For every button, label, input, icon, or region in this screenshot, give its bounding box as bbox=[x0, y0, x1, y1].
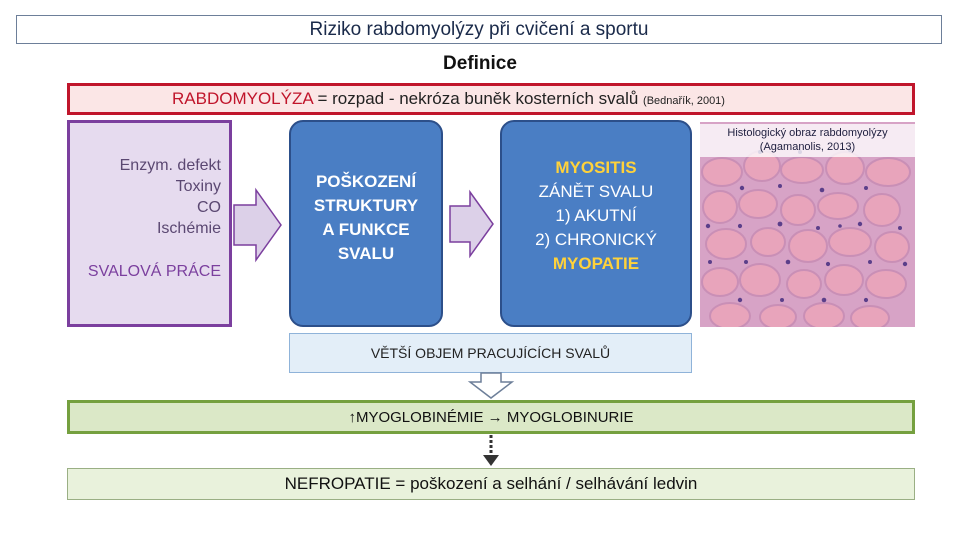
definition-citation: (Bednařík, 2001) bbox=[643, 95, 725, 107]
damage-arrow-icon bbox=[450, 192, 493, 256]
volume-arrow-icon bbox=[470, 373, 512, 398]
up-arrow-icon: ↑ bbox=[348, 409, 356, 426]
myositis-item-chronic: 2) CHRONICKÝ bbox=[535, 230, 657, 249]
cause-enzyme-defect: Enzym. defekt bbox=[119, 157, 221, 174]
cause-ischemia: Ischémie bbox=[156, 220, 221, 237]
volume-box: VĚTŠÍ OBJEM PRACUJÍCÍCH SVALŮ bbox=[289, 333, 692, 373]
definition-term: RABDOMYOLÝZA bbox=[172, 89, 313, 108]
cause-muscle-work: SVALOVÁ PRÁCE bbox=[87, 263, 221, 280]
myositis-title: MYOSITIS bbox=[555, 158, 637, 177]
histology-caption-title: Histologický obraz rabdomyolýzy bbox=[727, 127, 888, 139]
section-heading: Definice bbox=[443, 53, 517, 74]
right-arrow-icon: → bbox=[487, 409, 503, 426]
myositis-subtitle: ZÁNĚT SVALU bbox=[538, 182, 654, 201]
myoglobinemia-label: MYOGLOBINÉMIE bbox=[355, 409, 484, 426]
damage-line-4: SVALU bbox=[337, 244, 395, 263]
damage-line-2: STRUKTURY bbox=[313, 196, 419, 215]
slide-title: Riziko rabdomyolýzy při cvičení a sportu bbox=[16, 15, 942, 44]
cause-arrow-icon bbox=[234, 190, 281, 260]
nephropathy-bar: NEFROPATIE = poškození a selhání / selhávání ledvin bbox=[67, 468, 915, 500]
damage-line-3: A FUNKCE bbox=[322, 220, 410, 239]
myoglobinuria-label: MYOGLOBINURIE bbox=[506, 409, 634, 426]
damage-line-1: POŠKOZENÍ bbox=[315, 172, 417, 191]
myositis-item-acute: 1) AKUTNÍ bbox=[555, 206, 637, 225]
histology-caption-source: (Agamanolis, 2013) bbox=[759, 141, 856, 153]
cause-toxins: Toxiny bbox=[175, 178, 221, 195]
myositis-footer: MYOPATIE bbox=[552, 254, 640, 273]
dotted-arrow-icon bbox=[483, 435, 499, 466]
definition-text: = rozpad - nekróza buněk kosterních svalů bbox=[312, 89, 644, 108]
cause-co: CO bbox=[197, 199, 221, 216]
